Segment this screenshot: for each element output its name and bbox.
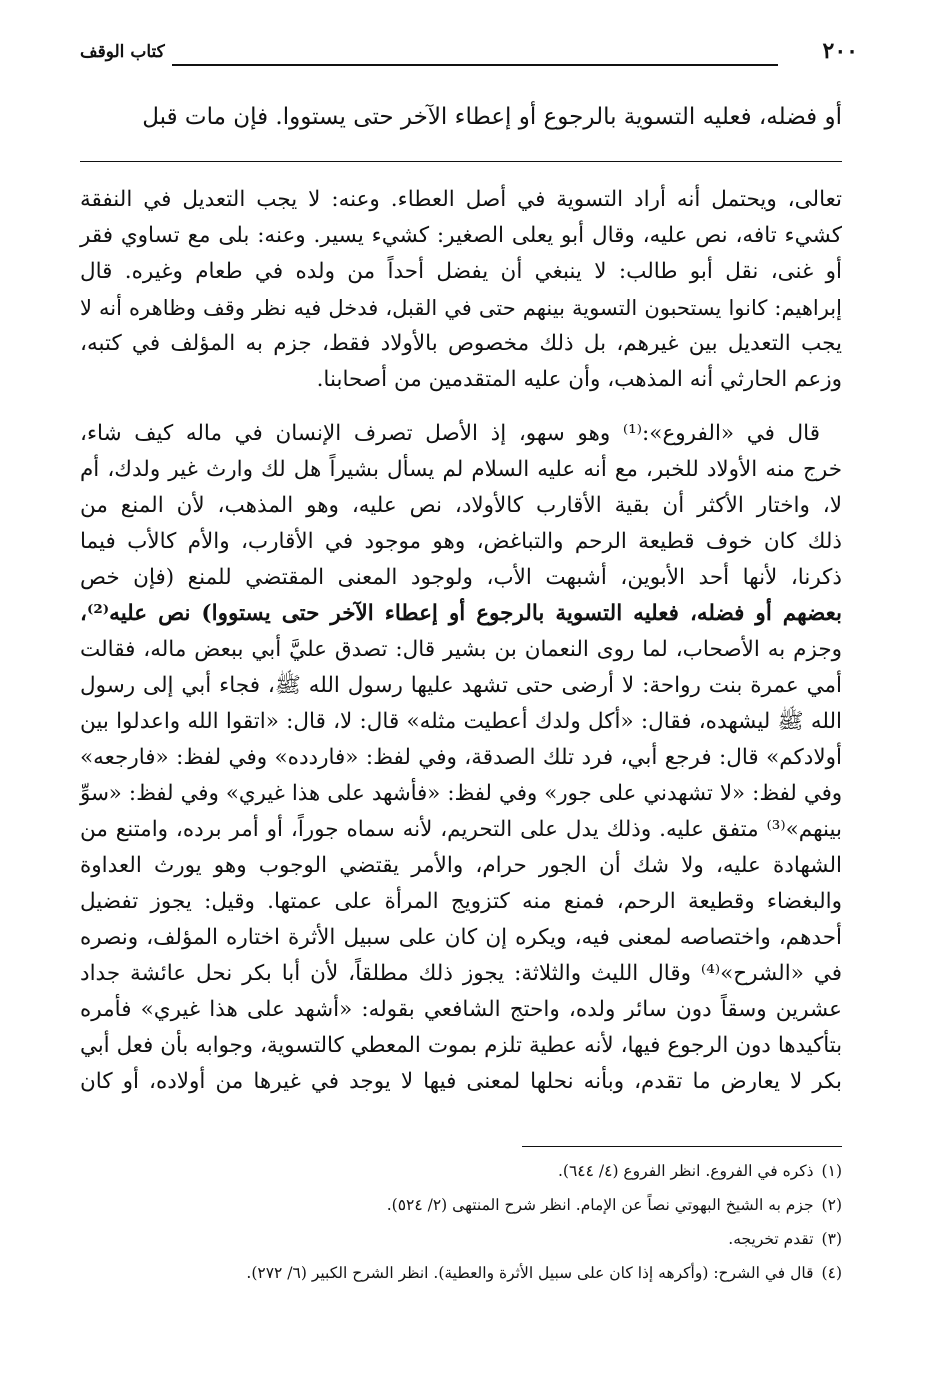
running-header (80, 36, 858, 72)
commentary-line: يجب التعديل بين غيرهم، بل ذلك مخصوص بالأولاد فقط، جزم به المؤلف في كتبه، (80, 331, 842, 356)
page-number: ٢٠٠ (822, 38, 858, 64)
footnote-number: (٤) (821, 1264, 842, 1282)
commentary-line: تعالى، ويحتمل أنه أراد التسوية في أصل العطاء. وعنه: لا يجب التعديل في النفقة (80, 187, 842, 212)
footnote-number: (١) (821, 1162, 842, 1180)
commentary-line: وزعم الحارثي أنه المذهب، وأن عليه المتقدمين من أصحابنا. (316, 367, 842, 392)
commentary-line: أولادكم» قال: فرجع أبي، فرد تلك الصدقة، وفي لفظ: «فاردده» وفي لفظ: «فارجعه» (80, 745, 842, 770)
commentary-line: أو غنى، نقل أبو طالب: لا ينبغي أن يفضل أحداً من ولده في طعام وغيره. قال (80, 259, 842, 284)
header-rule (172, 64, 778, 66)
section-divider (80, 161, 842, 162)
commentary-line: بكر لا يعارض ما تقدم، وبأنه نحلها لمعنى فيها لا يوجد في غيرها من أولاده، أو كان (80, 1069, 842, 1094)
footnote-text: قال في الشرح: (وأكرهه إذا كان على سبيل الأثرة والعطية). انظر الشرح الكبير (٦/ ٢٧٢). (246, 1264, 814, 1282)
commentary-line: أحدهم، واختصاصه لمعنى فيه، ويكره إن كان على سبيل الأثرة اختاره المؤلف، ونصره (80, 925, 842, 950)
commentary-line: بعضهم أو فضله، فعليه التسوية بالرجوع أو إعطاء الآخر حتى يستووا) نص عليه⁽²⁾، (80, 601, 842, 626)
commentary-line: قال في «الفروع»:⁽¹⁾ وهو سهو، إذ الأصل تصرف الإنسان في ماله كيف شاء، (80, 421, 820, 446)
commentary-line: وجزم به الأصحاب، لما روى النعمان بن بشير قال: تصدق عليَّ أبي ببعض ماله، فقالت (80, 637, 842, 662)
commentary-line: بينهم»⁽³⁾ متفق عليه. وذلك يدل على التحريم، لأنه سماه جوراً، أو أمر برده، وامتنع من (80, 817, 842, 842)
commentary-line: كشيء تافه، نص عليه، وقال أبو يعلى الصغير: كشيء يسير. وعنه: بلى مع تساوي فقر (80, 223, 842, 248)
commentary-line: ذلك كان خوف قطيعة الرحم والتباغض، وهو موجود في الأقارب، والأم كالأب فيما (80, 529, 842, 554)
commentary-line: لا، واختار الأكثر أن بقية الأقارب كالأولاد، نص عليه، وهو المذهب، لأن المنع من (80, 493, 842, 518)
book-title: كتاب الوقف (80, 42, 165, 62)
commentary-line: عشرين وسقاً دون سائر ولده، واحتج الشافعي بقوله: «أشهد على هذا غيري» فأمره (80, 997, 842, 1022)
commentary-line: الشهادة عليه، ولا شك أن الجور حرام، والأمر يقتضي الوجوب وهو يورث العداوة (80, 853, 842, 878)
commentary-line: والبغضاء وقطيعة الرحم، فمنع منه كتزويج المرأة على عمتها. وقيل: يجوز تفضيل (80, 889, 842, 914)
footnote-text: جزم به الشيخ البهوتي نصاً عن الإمام. انظر شرح المنتهى (٢/ ٥٢٤). (386, 1196, 814, 1214)
commentary-line: خرج منه الأولاد للخبر، مع أنه عليه السلام لم يسأل بشيراً هل لك وارث غير ولدك، أم (80, 457, 842, 482)
footnote-text: تقدم تخريجه. (728, 1230, 814, 1248)
footnote (142, 1194, 842, 1216)
footnote (142, 1228, 842, 1250)
footnote-number: (٣) (821, 1230, 842, 1248)
main-text-line: أو فضله، فعليه التسوية بالرجوع أو إعطاء الآخر حتى يستووا. فإن مات قبل (142, 104, 842, 130)
commentary-line: أمي عمرة بنت رواحة: لا أرضى حتى تشهد عليها رسول الله ﷺ، فجاء أبي إلى رسول (80, 673, 842, 698)
commentary-line: الله ﷺ ليشهده، فقال: «أكل ولدك أعطيت مثله» قال: لا، قال: «اتقوا الله واعدلوا بين (80, 709, 842, 734)
footnote-text: ذكره في الفروع. انظر الفروع (٤/ ٦٤٤). (558, 1162, 814, 1180)
commentary-line: وفي لفظ: «لا تشهدني على جور» وفي لفظ: «فأشهد على هذا غيري» وفي لفظ: «سوِّ (80, 781, 842, 806)
footnote (142, 1262, 842, 1284)
commentary-line: بتأكيدها دون الرجوع فيها، لأنه عطية تلزم بموت المعطي كالتسوية، وجوابه بأن فعل أبي (80, 1033, 842, 1058)
footnote-number: (٢) (821, 1196, 842, 1214)
commentary-line: ذكرنا، لأنها أحد الأبوين، أشبهت الأب، ولوجود المعنى المقتضي للمنع (فإن خص (80, 565, 842, 590)
commentary-line: إبراهيم: كانوا يستحبون التسوية بينهم حتى في القبل، فدخل فيه نظر وقف وظاهره أنه لا (80, 296, 842, 320)
footnote (142, 1160, 842, 1182)
commentary-line: في «الشرح»⁽⁴⁾ وقال الليث والثلاثة: يجوز ذلك مطلقاً، لأن أبا بكر نحل عائشة جداد (80, 961, 842, 986)
footnote-divider (522, 1146, 842, 1147)
